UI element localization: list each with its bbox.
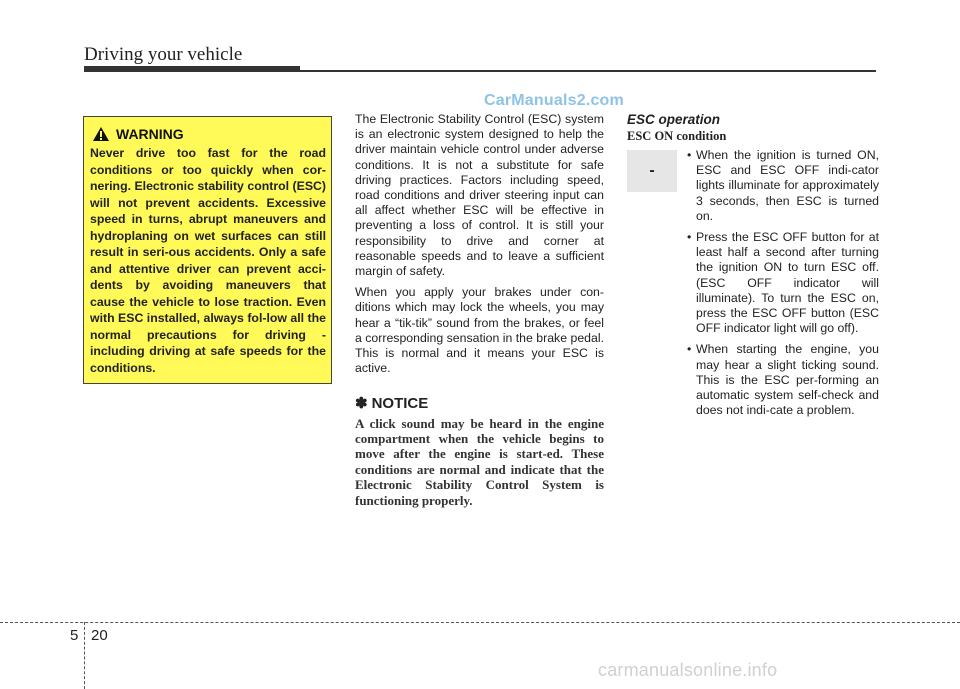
list-item [687,230,879,336]
esc-bullet-list [687,148,879,424]
bullet-icon: • [687,148,692,162]
warning-triangle-icon [92,126,110,142]
chapter-number: 5 [70,627,79,644]
bullet-icon: • [687,230,692,245]
header-rule [300,70,876,72]
header-bar [84,66,300,72]
esc-brake-description: When you apply your brakes under con-ditions which may lock the wheels, you may hear a “tik-tik” sound from the brakes, or feel a corresponding sensation in the brake pedal. This is normal and it means your ESC is active. [355,285,604,376]
notice-icon: ✽ [355,395,368,413]
esc-indicator-placeholder: - [627,150,677,192]
footer-vertical-divider [84,622,85,689]
page-number: 20 [91,627,108,644]
list-item [687,148,879,224]
warning-text: Never drive too fast for the road conditions or too quickly when cor-nering. Electronic stability control (ESC) will not prevent accidents. Excessive speed in turns, abrupt maneuvers and hydroplaning on wet surfaces can still result in seri-ous accidents. Only a safe and attentive driver can prevent acci-dents by avoiding maneuvers that cause the vehicle to lose traction. Even with ESC installed, always fol-low all the normal precautions for driving - including driving at safe speeds for the conditions. [90,146,326,375]
notice-heading [355,396,604,411]
notice-text: A click sound may be heard in the engine compartment when the vehicle begins to move after the engine is start-ed. These conditions are normal and indicate that the Electronic Stability Control System is functioning properly. [355,415,604,508]
esc-on-condition-subtitle: ESC ON condition [627,129,727,144]
esc-description: The Electronic Stability Control (ESC) system is an electronic system designed to help the driver maintain vehicle control under adverse conditions. It is not a substitute for safe driving practices. Factors including speed, road conditions and driver steering input can all affect whether ESC will be effective in preventing a loss of control. It is still your responsibility to drive and corner at reasonable speeds and to leave a sufficient margin of safety. [355,112,604,279]
notice-title: NOTICE [371,395,429,413]
watermark-top[interactable]: CarManuals2.com [484,92,624,109]
page-header-title: Driving your vehicle [84,44,243,65]
list-item [687,342,879,418]
bullet-text: When the ignition is turned ON, ESC and ESC OFF indi-cator lights illuminate for approximately 3 seconds, then ESC is turned on. [696,148,879,223]
bullet-text: When starting the engine, you may hear a slight ticking sound. This is the ESC per-forming an automatic system self-check and does not indi-cate a problem. [696,342,879,418]
bullet-icon: • [687,342,692,357]
bullet-text: Press the ESC OFF button for at least half a second after turning the ignition ON to turn ESC off. (ESC OFF indicator will illuminate). To turn the ESC on, press the ESC OFF button (ESC OFF indicator light will go off). [696,230,879,336]
main-column [355,112,604,514]
watermark-bottom[interactable]: carmanualsonline.info [598,660,778,680]
warning-box [83,116,332,384]
esc-column [627,112,879,418]
warning-header [92,123,184,145]
esc-operation-title: ESC operation [627,112,721,127]
warning-title: WARNING [116,126,184,142]
footer-divider [0,622,960,623]
